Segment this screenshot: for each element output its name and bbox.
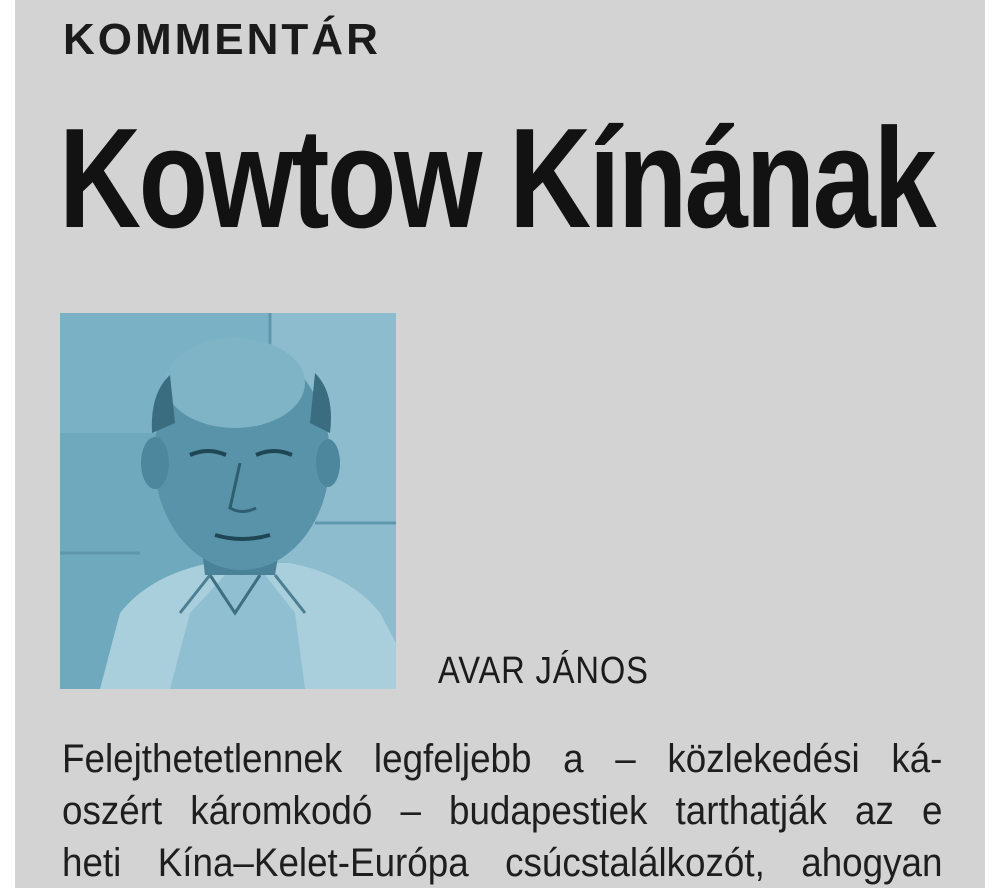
body-line: oszért káromkodó – budapestiek tarthatják az e: [62, 789, 943, 833]
article-headline: Kowtow Kínának: [59, 99, 935, 258]
author-byline: AVAR JÁNOS: [438, 650, 649, 692]
section-kicker: KOMMENTÁR: [63, 15, 381, 64]
article-body: [62, 733, 942, 888]
body-line: Felejthetetlennek legfeljebb a – közlekedési ká-: [62, 737, 943, 781]
newspaper-page: [15, 0, 985, 888]
body-line: heti Kína–Kelet-Európa csúcstalálkozót, ahogyan: [62, 841, 943, 885]
author-photo: [60, 313, 396, 689]
author-portrait-image: [60, 313, 396, 689]
